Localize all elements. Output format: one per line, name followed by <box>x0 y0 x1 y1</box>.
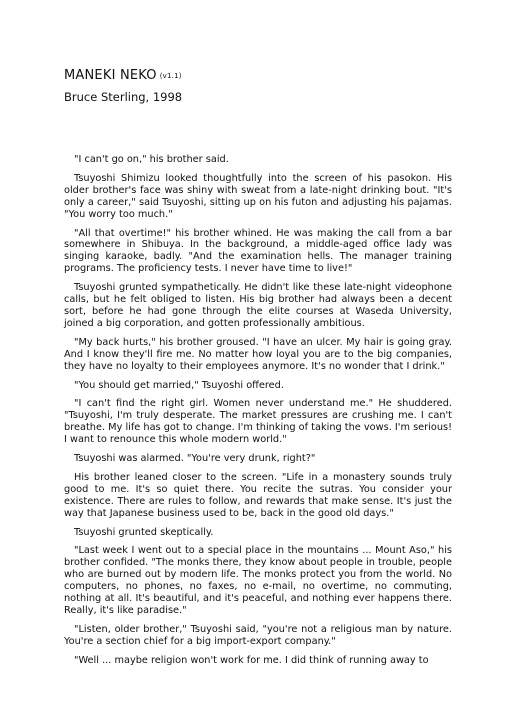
author-line: Bruce Sterling, 1998 <box>64 90 183 104</box>
paragraph: Tsuyoshi was alarmed. "You're very drunk, right?" <box>74 453 316 465</box>
story-title: MANEKI NEKO <box>64 68 157 83</box>
paragraph: "I can't go on," his brother said. <box>74 154 229 165</box>
story-body <box>64 154 452 674</box>
paragraph: "My back hurts," his brother groused. "I have an ulcer. My hair is going gray. And I know they'll fire me. No matter how loyal you are to the big companies, they have no loyalty to their employees anymore. It's no wonder that I drink." <box>64 336 452 372</box>
title-block <box>64 68 182 104</box>
paragraph: Tsuyoshi grunted sympathetically. He didn't like these late-night videophone calls, but he felt obliged to listen. His big brother had always been a decent sort, before he had gone through the elite courses at Waseda University, joined a big corporation, and gotten professionally ambitious. <box>64 282 452 329</box>
paragraph: Tsuyoshi grunted skeptically. <box>74 526 214 538</box>
paragraph: "I can't find the right girl. Women never understand me." He shuddered. "Tsuyoshi, I'm truly desperate. The market pressures are crushing me. I can't breathe. My life has got to change. I'm thinking of taking the vows. I'm serious! I want to renounce this whole modern world." <box>64 398 452 446</box>
paragraph: His brother leaned closer to the screen. "Life in a monastery sounds truly good to me. It's so quiet there. You recite the sutras. You consider your existence. There are rules to follow, and rewards that make sense. It's just the way that Japanese business used to be, back in the good old days." <box>64 471 452 519</box>
paragraph: Tsuyoshi Shimizu looked thoughtfully into the screen of his pasokon. His older brother's face was shiny with sweat from a late-night drinking bout. "It's only a career," said Tsuyoshi, sitting up on his futon and adjusting his pajamas. "You worry too much." <box>64 172 452 220</box>
version-label: (v1.1) <box>159 72 182 80</box>
story-title-line <box>64 68 182 83</box>
paragraph: "Listen, older brother," Tsuyoshi said, "you're not a religious man by nature. You're a section chief for a big import-export company." <box>64 623 452 647</box>
paragraph: "Well ... maybe religion won't work for me. I did think of running away to <box>74 654 429 666</box>
paragraph: "Last week I went out to a special place in the mountains ... Mount Aso," his brother confided. "The monks there, they know about people in trouble, people who are burned out by modern life. The monks protect you from the world. No computers, no phones, no faxes, no e-mail, no overtime, no commuting, nothing at all. It's beautiful, and it's peaceful, and nothing ever happens there. Really, it's like paradise." <box>64 545 452 616</box>
paragraph: "You should get married," Tsuyoshi offered. <box>74 379 284 391</box>
paragraph: "All that overtime!" his brother whined. He was making the call from a bar somewhere in Shibuya. In the background, a middle-aged office lady was singing karaoke, badly. "And the examination hells. The manager training programs. The proficiency tests. I never have time to live!" <box>64 227 452 275</box>
